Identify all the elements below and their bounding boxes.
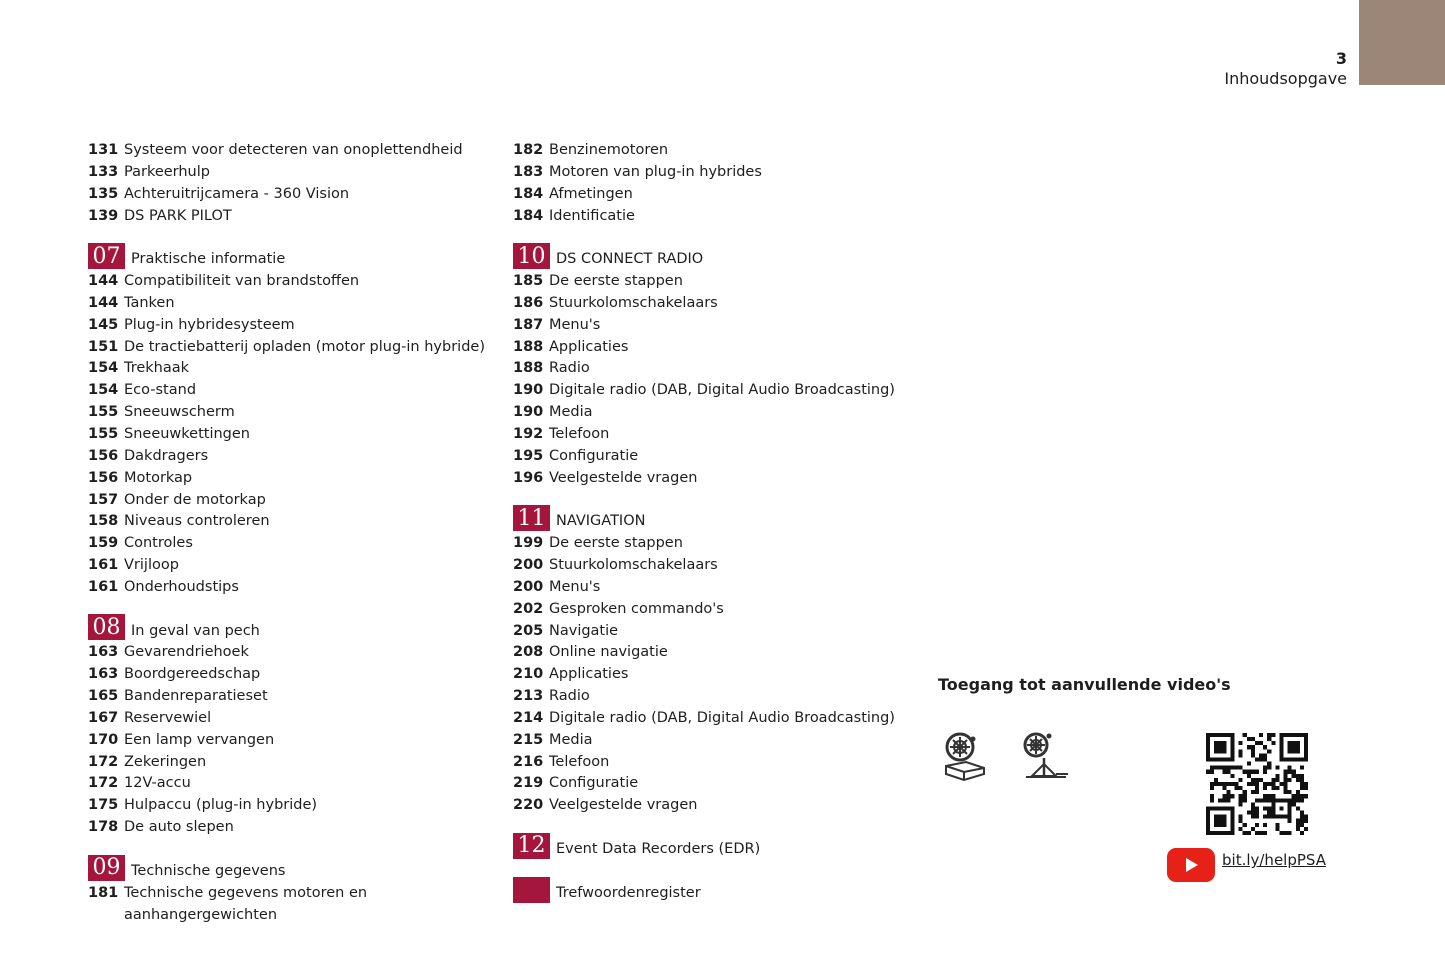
toc-entry[interactable] (88, 315, 498, 337)
toc-entry-title: Afmetingen (549, 185, 633, 202)
toc-page-number: 157 (88, 491, 119, 508)
section-10[interactable] (513, 243, 913, 271)
toc-entry-title: Menu's (549, 578, 601, 595)
toc-entry[interactable] (513, 402, 913, 424)
page-title: Inhoudsopgave (1224, 69, 1347, 88)
toc-page-number: 158 (88, 513, 119, 530)
toc-page-number: 199 (513, 535, 544, 552)
toc-page-number: 135 (88, 185, 119, 202)
section-badge: 07 (88, 243, 125, 269)
toc-page-number: 190 (513, 404, 544, 421)
toc-entry[interactable] (513, 621, 913, 643)
toc-page-number: 182 (513, 142, 544, 158)
toc-entry-title: Applicaties (549, 666, 629, 683)
section-badge (513, 877, 550, 903)
toc-entry[interactable] (88, 533, 498, 555)
toc-page-number: 131 (88, 142, 119, 158)
toc-entry[interactable] (513, 206, 913, 228)
toc-page-number: 200 (513, 578, 544, 595)
toc-page-number: 208 (513, 644, 544, 661)
toc-page-number: 156 (88, 469, 119, 486)
section-title: Trefwoordenregister (556, 884, 701, 901)
tyre-repair-kit-icon[interactable] (940, 730, 990, 784)
toc-entry-title: Identificatie (549, 207, 635, 224)
toc-entry-title: Veelgestelde vragen (549, 469, 698, 486)
toc-entry[interactable] (513, 140, 913, 162)
toc-entry-title: Dakdragers (124, 447, 209, 464)
toc-entry[interactable] (88, 730, 498, 752)
toc-page-number: 167 (88, 709, 119, 726)
toc-entry-title: Technische gegevens motoren en aanhangergewichten (124, 884, 368, 923)
section-12[interactable] (513, 833, 913, 861)
toc-page-number: 161 (88, 557, 119, 574)
toc-entry-title: De auto slepen (124, 819, 234, 836)
toc-entry[interactable] (88, 795, 498, 817)
toc-entry-title: De tractiebatterij opladen (motor plug-in hybride) (124, 338, 485, 355)
section-index[interactable] (513, 883, 913, 905)
toc-entry-title: Stuurkolomschakelaars (549, 557, 718, 574)
toc-entry[interactable] (513, 730, 913, 752)
toc-entry[interactable] (88, 577, 498, 599)
toc-entry[interactable] (88, 555, 498, 577)
toc-entry[interactable] (513, 380, 913, 402)
section-07[interactable] (88, 243, 498, 271)
toc-entry-title: Eco-stand (124, 382, 197, 399)
toc-entry-title: Reservewiel (124, 709, 212, 726)
section-09[interactable] (88, 855, 498, 883)
toc-entry-title: De eerste stappen (549, 535, 683, 552)
toc-entry[interactable] (88, 184, 498, 206)
toc-entry[interactable] (513, 533, 913, 555)
toc-page-number: 145 (88, 316, 119, 333)
section-badge: 11 (513, 505, 550, 531)
toc-entry[interactable] (513, 708, 913, 730)
toc-page-number: 205 (513, 622, 544, 639)
toc-page-number: 195 (513, 447, 544, 464)
toc-page-number: 155 (88, 425, 119, 442)
toc-entry-title: Gesproken commando's (549, 600, 724, 617)
toc-entry[interactable] (513, 424, 913, 446)
section-badge: 10 (513, 243, 550, 269)
toc-entry-title: Zekeringen (124, 753, 207, 770)
toc-page-number: 219 (513, 775, 544, 792)
toc-page-number: 133 (88, 163, 119, 180)
toc-page-number: 188 (513, 338, 544, 355)
toc-entry[interactable] (513, 271, 913, 293)
toc-entry[interactable] (513, 446, 913, 468)
videos-title: Toegang tot aanvullende video's (938, 675, 1231, 694)
toc-entry-title: Niveaus controleren (124, 513, 270, 530)
toc-entry-title: Gevarendriehoek (124, 644, 249, 661)
toc-entry-title: Tanken (124, 294, 175, 311)
toc-entry-title: Navigatie (549, 622, 619, 639)
page-header (1224, 49, 1347, 89)
toc-entry-title: Digitale radio (DAB, Digital Audio Broadcasting) (549, 709, 895, 726)
section-title: Event Data Recorders (EDR) (556, 841, 761, 857)
toc-page-number: 161 (88, 578, 119, 595)
toc-entry[interactable] (513, 577, 913, 599)
toc-entry[interactable] (513, 664, 913, 686)
toc-page-number: 175 (88, 797, 119, 814)
toc-page-number: 183 (513, 163, 544, 180)
section-title: Technische gegevens (131, 862, 286, 879)
youtube-icon[interactable] (1167, 848, 1215, 882)
toc-page-number: 214 (513, 709, 544, 726)
toc-entry[interactable] (88, 206, 498, 228)
toc-entry-title: Media (549, 731, 593, 748)
toc-page-number: 196 (513, 469, 544, 486)
toc-entry[interactable] (88, 358, 498, 380)
toc-entry[interactable] (88, 140, 498, 162)
toc-entry[interactable] (88, 468, 498, 490)
toc-entry[interactable] (88, 708, 498, 730)
toc-entry-title: Online navigatie (549, 644, 668, 661)
toc-entry[interactable] (88, 162, 498, 184)
section-08[interactable] (88, 614, 498, 643)
toc-entry-title: Sneeuwscherm (124, 404, 235, 421)
toc-page-number: 190 (513, 382, 544, 399)
toc-page-number: 188 (513, 360, 544, 377)
toc-page-number: 186 (513, 294, 544, 311)
toc-page-number: 154 (88, 360, 119, 377)
toc-entry[interactable] (88, 293, 498, 315)
toc-entry-title: Een lamp vervangen (124, 731, 275, 748)
toc-entry[interactable] (513, 752, 913, 774)
toc-entry-title: Telefoon (549, 753, 610, 770)
toc-page-number: 178 (88, 819, 119, 836)
toc-entry-title: Onder de motorkap (124, 491, 266, 508)
toc-entry-title: De eerste stappen (549, 273, 683, 290)
toc-entry-title: Sneeuwkettingen (124, 425, 250, 442)
toc-column-middle (513, 140, 913, 905)
toc-page-number: 184 (513, 207, 544, 224)
toc-entry-title: Radio (549, 688, 590, 705)
toc-entry-title: Parkeerhulp (124, 163, 210, 180)
toc-entry[interactable] (88, 446, 498, 468)
toc-page-number: 185 (513, 273, 544, 290)
toc-entry-title: Radio (549, 360, 590, 377)
toc-entry-title: 12V-accu (124, 775, 191, 792)
toc-entry-title: Boordgereedschap (124, 666, 261, 683)
chapter-tab (1359, 0, 1445, 85)
toc-page-number: 220 (513, 797, 544, 814)
toc-entry[interactable] (513, 642, 913, 664)
toc-entry[interactable] (513, 468, 913, 490)
toc-entry[interactable] (513, 293, 913, 315)
section-11[interactable] (513, 505, 913, 533)
toc-entry-title: Configuratie (549, 447, 639, 464)
toc-entry-title: Digitale radio (DAB, Digital Audio Broadcasting) (549, 382, 895, 399)
toc-entry-title: Plug-in hybridesysteem (124, 316, 295, 333)
toc-page-number: 163 (88, 644, 119, 661)
section-badge: 08 (88, 614, 125, 640)
wheel-jack-icon[interactable] (1020, 730, 1070, 784)
toc-page-number: 184 (513, 185, 544, 202)
toc-page-number: 144 (88, 294, 119, 311)
toc-page-number: 159 (88, 535, 119, 552)
toc-entry-title: Motoren van plug-in hybrides (549, 163, 762, 180)
toc-page-number: 200 (513, 557, 544, 574)
toc-entry[interactable] (513, 599, 913, 621)
toc-entry[interactable] (88, 883, 498, 927)
section-title: DS CONNECT RADIO (556, 251, 704, 268)
toc-entry[interactable] (513, 773, 913, 795)
toc-entry[interactable] (513, 162, 913, 184)
toc-entry[interactable] (513, 184, 913, 206)
toc-entry[interactable] (88, 511, 498, 533)
toc-entry-title: DS PARK PILOT (124, 207, 232, 224)
toc-entry-title: Onderhoudstips (124, 578, 239, 595)
toc-entry[interactable] (88, 773, 498, 795)
toc-entry[interactable] (88, 752, 498, 774)
toc-page-number: 187 (513, 316, 544, 333)
toc-entry[interactable] (88, 337, 498, 359)
video-link[interactable]: bit.ly/helpPSA (1222, 851, 1326, 869)
toc-entry-title: Compatibiliteit van brandstoffen (124, 273, 360, 290)
toc-page-number: 181 (88, 884, 119, 901)
toc-entry[interactable] (513, 555, 913, 577)
toc-entry-title: Media (549, 404, 593, 421)
toc-entry-title: Benzinemotoren (549, 142, 669, 158)
toc-entry[interactable] (513, 358, 913, 380)
section-title: NAVIGATION (556, 513, 646, 530)
toc-entry-title: Menu's (549, 316, 601, 333)
toc-entry-title: Veelgestelde vragen (549, 797, 698, 814)
toc-entry-title: Stuurkolomschakelaars (549, 294, 718, 311)
toc-page-number: 172 (88, 753, 119, 770)
section-badge: 12 (513, 833, 550, 859)
toc-page-number: 144 (88, 273, 119, 290)
toc-entry[interactable] (513, 337, 913, 359)
toc-page-number: 165 (88, 688, 119, 705)
toc-page-number: 154 (88, 382, 119, 399)
toc-entry-title: Trekhaak (124, 360, 190, 377)
toc-entry[interactable] (88, 424, 498, 446)
toc-entry[interactable] (88, 380, 498, 402)
toc-entry[interactable] (88, 490, 498, 512)
toc-entry-title: Achteruitrijcamera - 360 Vision (124, 185, 350, 202)
toc-entry-title: Bandenreparatieset (124, 688, 268, 705)
toc-page-number: 215 (513, 731, 544, 748)
qr-code[interactable] (1206, 733, 1308, 835)
toc-entry[interactable] (88, 664, 498, 686)
toc-page-number: 151 (88, 338, 119, 355)
section-badge: 09 (88, 855, 125, 881)
toc-entry[interactable] (513, 315, 913, 337)
toc-entry[interactable] (513, 795, 913, 817)
toc-page-number: 170 (88, 731, 119, 748)
toc-entry-title: Controles (124, 535, 193, 552)
toc-entry-title: Vrijloop (124, 557, 179, 574)
toc-page-number: 213 (513, 688, 544, 705)
toc-page-number: 192 (513, 425, 544, 442)
toc-entry-title: Hulpaccu (plug-in hybride) (124, 797, 318, 814)
toc-entry[interactable] (88, 817, 498, 839)
toc-entry-title: Systeem voor detecteren van onoplettendheid (124, 142, 463, 158)
section-title: In geval van pech (131, 622, 260, 639)
toc-page-number: 202 (513, 600, 544, 617)
toc-entry[interactable] (88, 402, 498, 424)
toc-column-left (88, 140, 498, 926)
toc-page-number: 172 (88, 775, 119, 792)
toc-page-number: 210 (513, 666, 544, 683)
toc-entry[interactable] (88, 271, 498, 293)
toc-page-number: 139 (88, 207, 119, 224)
toc-page-number: 163 (88, 666, 119, 683)
toc-entry[interactable] (88, 686, 498, 708)
section-title: Praktische informatie (131, 251, 286, 268)
toc-entry-title: Configuratie (549, 775, 639, 792)
toc-entry[interactable] (513, 686, 913, 708)
toc-entry-title: Telefoon (549, 425, 610, 442)
toc-page-number: 216 (513, 753, 544, 770)
toc-entry-title: Applicaties (549, 338, 629, 355)
toc-entry-title: Motorkap (124, 469, 193, 486)
toc-page-number: 156 (88, 447, 119, 464)
page-number: 3 (1335, 49, 1347, 68)
toc-page-number: 155 (88, 404, 119, 421)
toc-entry[interactable] (88, 642, 498, 664)
